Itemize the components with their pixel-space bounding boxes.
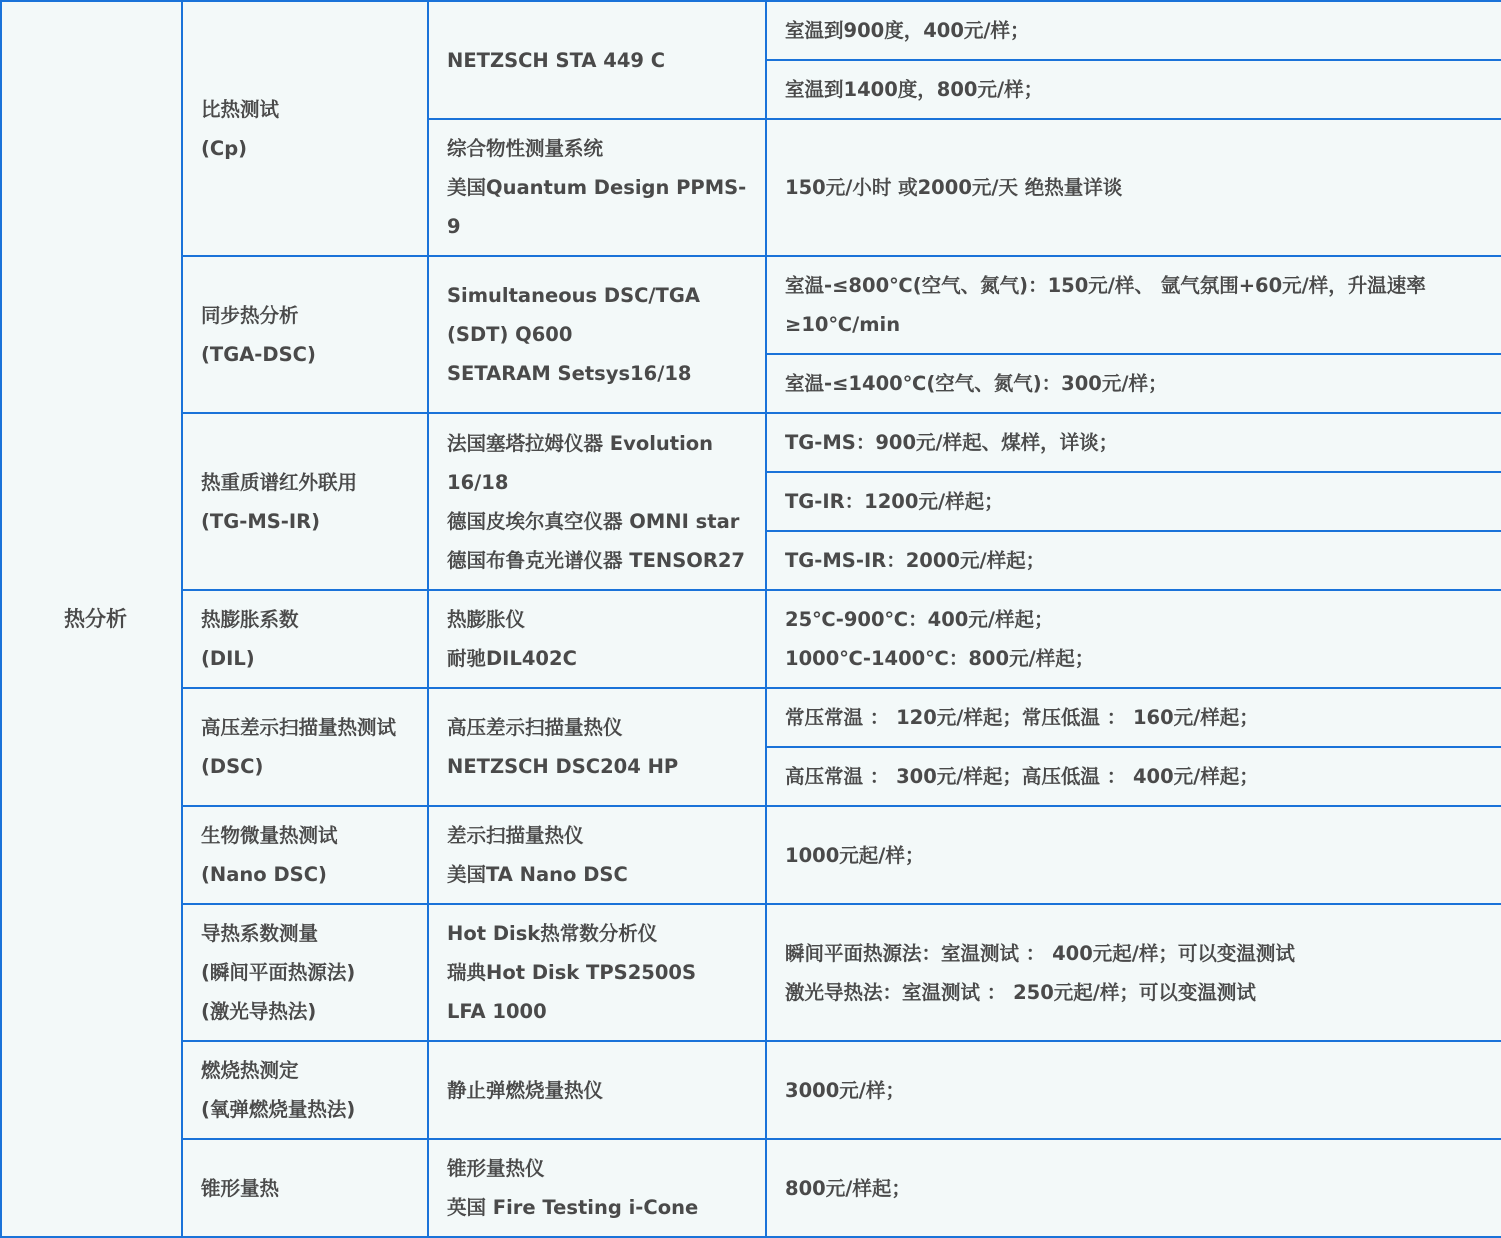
test-abbr: (TG-MS-IR) bbox=[201, 509, 321, 533]
price-cell bbox=[766, 904, 1501, 1041]
instrument-cell bbox=[428, 1, 766, 119]
price-line: 25℃-900℃：400元/样起； bbox=[785, 608, 1054, 631]
test-name-cell bbox=[182, 688, 428, 806]
instrument-line: 静止弹燃烧量热仪 bbox=[447, 1078, 604, 1102]
instrument-cell bbox=[428, 413, 766, 590]
instrument-line: NETZSCH STA 449 C bbox=[447, 48, 666, 72]
test-abbr: (TGA-DSC) bbox=[201, 342, 316, 366]
price-cell bbox=[766, 806, 1501, 904]
instrument-line: 锥形量热仪 bbox=[447, 1157, 545, 1180]
instrument-line: 美国Quantum Design PPMS- bbox=[447, 176, 747, 199]
instrument-line: 综合物性测量系统 bbox=[447, 137, 604, 160]
instrument-line: 德国布鲁克光谱仪器 TENSOR27 bbox=[447, 548, 746, 572]
price-line: 室温-≤800℃(空气、氮气)：150元/样、 氩气氛围+60元/样，升温速率≥10℃/min bbox=[785, 274, 1426, 336]
test-abbr: (Nano DSC) bbox=[201, 863, 327, 886]
test-name-cell bbox=[182, 413, 428, 590]
price-line: 高压常温 ： 300元/样起；高压低温 ： 400元/样起； bbox=[785, 765, 1259, 788]
price-cell bbox=[766, 472, 1501, 531]
price-line: TG-IR：1200元/样起； bbox=[785, 490, 1004, 513]
instrument-cell bbox=[428, 590, 766, 688]
test-name-cell bbox=[182, 1139, 428, 1237]
instrument-cell bbox=[428, 256, 766, 413]
price-line: 激光导热法：室温测试 ： 250元起/样；可以变温测试 bbox=[785, 980, 1256, 1004]
price-cell bbox=[766, 60, 1501, 119]
test-abbr: (Cp) bbox=[201, 136, 248, 160]
price-cell bbox=[766, 1, 1501, 60]
table-row bbox=[1, 806, 1501, 904]
price-line: 150元/小时 或2000元/天 绝热量详谈 bbox=[785, 176, 1123, 199]
test-name-cell bbox=[182, 1, 428, 256]
table-row bbox=[1, 590, 1501, 688]
instrument-line: Simultaneous DSC/TGA bbox=[447, 284, 700, 307]
test-method: (氧弹燃烧量热法) bbox=[201, 1098, 356, 1121]
test-name: 热重质谱红外联用 bbox=[201, 470, 358, 494]
price-cell bbox=[766, 688, 1501, 747]
instrument-line: 16/18 bbox=[447, 470, 509, 494]
instrument-line: SETARAM Setsys16/18 bbox=[447, 362, 692, 385]
instrument-line: 美国TA Nano DSC bbox=[447, 863, 628, 886]
test-name-cell bbox=[182, 256, 428, 413]
test-name-cell bbox=[182, 1041, 428, 1139]
instrument-line: 法国塞塔拉姆仪器 Evolution bbox=[447, 431, 714, 455]
instrument-line: 英国 Fire Testing i-Cone bbox=[447, 1196, 699, 1219]
price-line: 室温-≤1400℃(空气、氮气)：300元/样； bbox=[785, 372, 1168, 395]
instrument-line: 热膨胀仪 bbox=[447, 608, 526, 631]
table-row bbox=[1, 1041, 1501, 1139]
test-name: 锥形量热 bbox=[201, 1176, 280, 1200]
price-line: 1000元起/样； bbox=[785, 843, 925, 867]
price-cell bbox=[766, 531, 1501, 590]
instrument-line: 瑞典Hot Disk TPS2500S bbox=[447, 961, 697, 984]
price-line: TG-MS-IR：2000元/样起； bbox=[785, 549, 1046, 572]
instrument-line: 德国皮埃尔真空仪器 OMNI star bbox=[447, 509, 740, 533]
price-cell bbox=[766, 413, 1501, 472]
test-name-cell bbox=[182, 590, 428, 688]
test-name: 导热系数测量 bbox=[201, 922, 319, 945]
price-line: 室温到1400度，800元/样； bbox=[785, 78, 1044, 101]
test-name: 燃烧热测定 bbox=[201, 1059, 299, 1082]
table-row bbox=[1, 413, 1501, 472]
table-row bbox=[1, 688, 1501, 747]
test-name: 生物微量热测试 bbox=[201, 824, 338, 847]
instrument-line: 差示扫描量热仪 bbox=[447, 824, 584, 847]
instrument-line: 9 bbox=[447, 215, 461, 238]
price-line: 3000元/样； bbox=[785, 1078, 905, 1102]
instrument-cell bbox=[428, 688, 766, 806]
category-cell bbox=[1, 1, 182, 1237]
price-line: 1000℃-1400℃：800元/样起； bbox=[785, 647, 1095, 670]
test-name: 比热测试 bbox=[201, 97, 280, 121]
instrument-cell bbox=[428, 1041, 766, 1139]
test-method: (激光导热法) bbox=[201, 1000, 317, 1023]
instrument-cell bbox=[428, 1139, 766, 1237]
price-line: 室温到900度，400元/样； bbox=[785, 19, 1030, 42]
price-cell bbox=[766, 119, 1501, 256]
test-abbr: (DIL) bbox=[201, 647, 255, 670]
table-row bbox=[1, 904, 1501, 1041]
test-name-cell bbox=[182, 904, 428, 1041]
table-row bbox=[1, 256, 1501, 354]
instrument-line: 耐驰DIL402C bbox=[447, 647, 577, 670]
price-line: 瞬间平面热源法：室温测试 ： 400元起/样；可以变温测试 bbox=[785, 941, 1295, 965]
category-label: 热分析 bbox=[64, 606, 127, 631]
test-name: 热膨胀系数 bbox=[201, 608, 299, 631]
instrument-line: (SDT) Q600 bbox=[447, 323, 573, 346]
instrument-line: Hot Disk热常数分析仪 bbox=[447, 922, 658, 945]
instrument-line: LFA 1000 bbox=[447, 1000, 547, 1023]
test-name: 同步热分析 bbox=[201, 303, 299, 327]
instrument-line: 高压差示扫描量热仪 bbox=[447, 716, 623, 739]
test-name: 高压差示扫描量热测试 bbox=[201, 716, 397, 739]
price-cell bbox=[766, 747, 1501, 806]
price-line: 常压常温 ： 120元/样起；常压低温 ： 160元/样起； bbox=[785, 706, 1259, 729]
price-cell bbox=[766, 1139, 1501, 1237]
price-cell bbox=[766, 354, 1501, 413]
instrument-cell bbox=[428, 904, 766, 1041]
price-cell bbox=[766, 590, 1501, 688]
test-name-cell bbox=[182, 806, 428, 904]
table-row bbox=[1, 1, 1501, 60]
instrument-line: NETZSCH DSC204 HP bbox=[447, 755, 679, 778]
price-line: TG-MS：900元/样起、煤样，详谈； bbox=[785, 431, 1119, 454]
price-line: 800元/样起； bbox=[785, 1176, 911, 1200]
price-cell bbox=[766, 256, 1501, 354]
table-row bbox=[1, 1139, 1501, 1237]
instrument-cell bbox=[428, 806, 766, 904]
test-abbr: (DSC) bbox=[201, 755, 264, 778]
price-cell bbox=[766, 1041, 1501, 1139]
instrument-cell bbox=[428, 119, 766, 256]
test-method: (瞬间平面热源法) bbox=[201, 961, 356, 984]
